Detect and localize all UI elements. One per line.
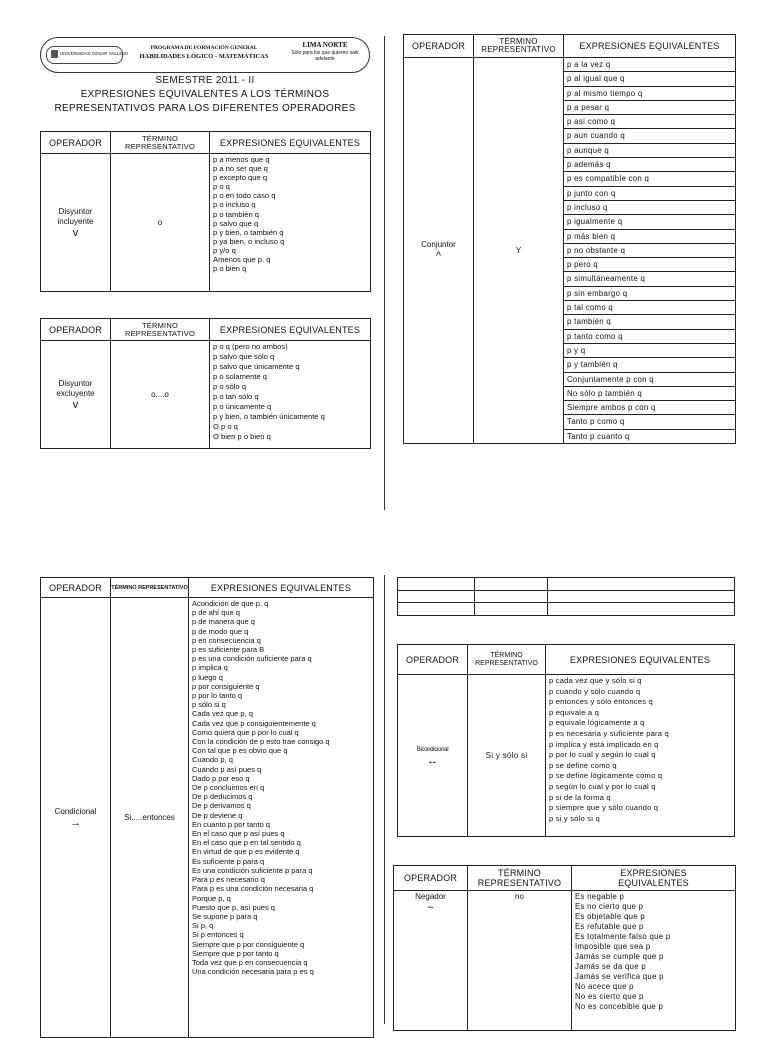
expression-item: p salvo que únicamente q [213, 362, 300, 371]
expression-item: p pero q [564, 258, 735, 272]
expression-item: p o tan sólo q [213, 392, 259, 401]
expression-item: Es una condición suficiente p para q [192, 865, 313, 875]
expression-item: p al igual que q [564, 72, 735, 86]
expression-item: p por lo tanto q [192, 691, 243, 701]
header-operador: OPERADOR [41, 578, 111, 598]
expression-item: p y q [564, 344, 735, 358]
expression-item: p implica y está implicado en q [549, 739, 659, 749]
empty-cell [548, 603, 735, 616]
header-termino: TÉRMINO REPRESENTATIVO [111, 578, 189, 598]
expression-item: Como quiera que p por lo cual q [192, 727, 299, 737]
expression-item: p aunque q [564, 144, 735, 158]
expression-item: p incluso q [564, 201, 735, 215]
expression-item: p luego q [192, 672, 223, 682]
expression-item: p siempre que y sólo cuando q [549, 803, 659, 813]
header-operador: OPERADOR [404, 35, 474, 58]
expression-item: p entonces y sólo entonces q [549, 697, 653, 707]
symbol-implies: → [70, 816, 81, 829]
operator-cell [394, 891, 468, 1031]
header-termino: TÉRMINO REPRESENTATIVO [474, 35, 564, 58]
term-cell: Si.....entonces [111, 598, 189, 1038]
expression-item: p es necesaria y suficiente para q [549, 728, 669, 738]
header-operador: OPERADOR [394, 866, 468, 891]
term-cell: o [111, 154, 210, 292]
expression-item: Si p entonces q [192, 930, 244, 940]
operator-name: Bicondicional [416, 747, 449, 753]
expression-item: p igualmente q [564, 215, 735, 229]
symbol-xor: v [72, 398, 79, 411]
expression-item: No es concebible que p [575, 1002, 664, 1011]
expression-item: p en consecuencia q [192, 635, 261, 645]
expression-item: p o únicamente q [213, 402, 272, 411]
term-cell: Si y sólo si [468, 675, 546, 837]
expression-item: p o en todo caso q [213, 191, 276, 201]
empty-cell [398, 591, 475, 603]
expression-item: p o q (pero no ambos) [213, 342, 288, 351]
expression-item: p es compatible con q [564, 172, 735, 186]
expression-item: De p deducimos q [192, 792, 253, 802]
expression-item: O p o q [213, 422, 238, 431]
expression-item: Siempre que p por consiguiente q [192, 939, 305, 949]
header-expresiones: EXPRESIONES EQUIVALENTES [546, 645, 735, 675]
expression-item: p equivale lógicamente a q [549, 718, 645, 728]
expression-item: Siempre que p por tanto q [192, 948, 279, 958]
term-cell: Y [474, 58, 564, 444]
expression-item: p o bien q [213, 264, 247, 274]
header-expresiones: EXPRESIONES EQUIVALENTES [564, 35, 736, 58]
expression-item: p equivale a q [549, 707, 600, 717]
expression-item: p implica q [192, 663, 228, 673]
empty-cell [475, 603, 548, 616]
expression-item: Conjuntamente p con q [564, 373, 735, 387]
expression-item: Acondición de que p, q [192, 599, 269, 608]
expression-item: Una condición necesaria para p es q [192, 967, 314, 977]
expression-item: Amenos que p, q [213, 255, 271, 265]
table-bicondicional [397, 644, 735, 837]
expression-item: Siempre ambos p con q [564, 401, 735, 415]
operator-name: Disyuntor incluyente [57, 206, 94, 226]
university-logo [46, 46, 129, 64]
campus-name: LIMA NORTE [302, 41, 348, 49]
symbol-iff: ↔ [427, 755, 438, 767]
expression-item: Cuando p, q [192, 755, 233, 765]
campus-motto: Sólo para los que quieren salir adelante [291, 50, 359, 62]
expression-item: p así como q [564, 115, 735, 129]
header-expresiones: EXPRESIONES EQUIVALENTES [572, 866, 736, 891]
expression-item: p tanto como q [564, 330, 735, 344]
expression-item: Cada vez que p consiguientemente q [192, 718, 316, 728]
expression-item: p simultáneamente q [564, 272, 735, 286]
expression-item: p o solamente q [213, 372, 268, 381]
header-termino: TÉRMINO REPRESENTATIVO [468, 645, 546, 675]
operator-cell [41, 341, 111, 449]
expression-item: p si y sólo si q [549, 813, 600, 823]
expression-item: p o sólo q [213, 382, 246, 391]
expressions-cell [210, 154, 371, 292]
page-divider-bottom [384, 575, 385, 1024]
empty-cell [548, 578, 735, 591]
semester-label: SEMESTRE 2011 - II [155, 75, 255, 86]
expression-item: p por consiguiente q [192, 681, 260, 691]
operator-cell [41, 154, 111, 292]
expression-item: Jamás se verifica que p [575, 972, 664, 981]
header-expresiones: EXPRESIONES EQUIVALENTES [189, 578, 374, 598]
empty-cell [548, 591, 735, 603]
header-termino: TÉRMINO REPRESENTATIVO [111, 132, 210, 154]
expression-item: Para p es necesario q [192, 875, 265, 885]
expression-item: p junto con q [564, 187, 735, 201]
symbol-not: ~ [427, 902, 434, 914]
operator-name: Conjuntor [421, 239, 456, 249]
expression-item: Cuando p así pues q [192, 764, 262, 774]
table-negador [393, 865, 736, 1031]
expression-item: p aun cuando q [564, 129, 735, 143]
table-conjuntor [403, 34, 736, 444]
expression-item: En cuanto p por tanto q [192, 819, 270, 829]
expression-item: Tanto p cuanto q [567, 431, 630, 441]
expression-item: Si p, q [192, 921, 214, 931]
header-expresiones: EXPRESIONES EQUIVALENTES [210, 319, 371, 341]
expression-item: p se define como q [549, 760, 617, 770]
empty-cell [398, 578, 475, 591]
doc-title-line2: REPRESENTATIVOS PARA LOS DIFERENTES OPERADORES [54, 103, 356, 114]
expression-item: p cada vez que y sólo si q [549, 676, 642, 685]
expression-item: p salvo que sólo q [213, 352, 275, 361]
expression-item: p y bien, o también q [213, 227, 284, 237]
expression-item: Jamás se da que p [575, 962, 646, 971]
expression-item: De p deviene q [192, 810, 243, 820]
expression-item: p al mismo tiempo q [564, 87, 735, 101]
expression-item: Tanto p como q [564, 415, 735, 429]
doc-title-line1: EXPRESIONES EQUIVALENTES A LOS TÉRMINOS [80, 89, 330, 100]
program-line1: PROGRAMA DE FORMACIÓN GENERAL [150, 45, 258, 51]
expression-item: p también q [564, 315, 735, 329]
expression-item: p a no ser que q [213, 164, 268, 174]
expression-item: Puesto que p, así pues q [192, 902, 275, 912]
symbol-and: ^ [435, 249, 442, 262]
expression-item: De p derivamos q [192, 801, 251, 811]
page-divider-top [384, 36, 385, 510]
expression-item: Porque p, q [192, 893, 231, 903]
expression-item: Imposible que sea p [575, 942, 651, 951]
expression-item: p y bien, o también únicamente q [213, 412, 325, 421]
expression-item: De p concluimos en q [192, 783, 265, 793]
table-disyuntor-incluyente [40, 131, 371, 292]
expressions-cell [546, 675, 735, 837]
operator-cell [398, 675, 468, 837]
expression-item: Jamás se cumple que p [575, 952, 664, 961]
expression-item: No es cierto que p [575, 992, 644, 1001]
expression-item: Con la condición de p esto trae consigo q [192, 737, 330, 747]
expression-item: Se supone p para q [192, 911, 258, 921]
expression-item: p y también q [564, 358, 735, 372]
expression-item: p o incluso q [213, 200, 256, 210]
program-line2: HABILIDADES LÓGICO - MATEMÁTICAS [139, 53, 269, 60]
header-termino: TÉRMINO REPRESENTATIVO [111, 319, 210, 341]
term-cell: no [468, 891, 572, 1031]
operator-cell [41, 598, 111, 1038]
expression-item: p o q [213, 182, 230, 192]
logo-text: UNIVERSIDAD CÉSAR VALLEJO [60, 51, 129, 56]
expression-item: p sólo si q [192, 700, 226, 710]
header-expresiones: EXPRESIONES EQUIVALENTES [210, 132, 371, 154]
operator-name: Negador [415, 892, 446, 901]
expression-item: p por lo cual y según lo cual q [549, 750, 656, 760]
expression-item: p a la vez q [564, 58, 735, 72]
expression-item: p cuando y sólo cuando q [549, 686, 641, 696]
shield-icon [51, 50, 58, 58]
empty-grid [397, 577, 735, 616]
symbol-or: v [72, 226, 79, 239]
expression-item: Toda vez que p en consecuencia q [192, 957, 308, 967]
header-termino: TÉRMINO REPRESENTATIVO [468, 866, 572, 891]
header-banner [40, 37, 370, 73]
expression-item: p y/o q [213, 245, 236, 255]
expression-item: Es refutable que p [575, 922, 644, 931]
expression-item: p o también q [213, 209, 260, 219]
expression-item: Es negable p [575, 892, 625, 901]
expression-item: p a pesar q [564, 101, 735, 115]
term-cell: o....o [111, 341, 210, 449]
expression-item: p excepto que q [213, 173, 268, 183]
operator-name: Condicional [54, 806, 97, 816]
expressions-cell [210, 341, 371, 449]
expression-item: p según lo cual y por lo cual q [549, 781, 656, 791]
operator-cell [404, 58, 474, 444]
empty-cell [475, 578, 548, 591]
header-operador: OPERADOR [398, 645, 468, 675]
expression-item: No sólo p también q [564, 387, 735, 401]
operator-name: Disyuntor excluyente [56, 378, 95, 398]
expression-item: p se define lógicamente como q [549, 771, 663, 781]
expression-item: p a menos que q [213, 155, 270, 164]
expression-item: Es totalmente falso que p [575, 932, 671, 941]
expression-item: Es objetable que p [575, 912, 645, 921]
expression-item: p es suficiente para B [192, 645, 265, 655]
expressions-cell [189, 598, 374, 1038]
empty-cell [475, 591, 548, 603]
expression-item: Es suficiente p para q [192, 856, 265, 866]
expression-item: p de modo que q [192, 626, 249, 636]
expression-item: O bien p o bien q [213, 432, 271, 441]
expression-item: p de ahí que q [192, 608, 240, 618]
expression-item: Dado p por eso q [192, 773, 250, 783]
expression-item: Cada vez que p, q [192, 709, 253, 719]
expression-item: p no obstante q [564, 244, 735, 258]
expressions-cell [572, 891, 736, 1031]
expression-item: p si de la forma q [549, 792, 611, 802]
expression-item: En virtud de que p es evidente q [192, 847, 300, 857]
expression-item: p es una condición suficiente para q [192, 654, 312, 664]
expression-item: p tal como q [564, 301, 735, 315]
expression-item: p de manera que q [192, 617, 255, 627]
expressions-cell [564, 58, 736, 444]
expression-item: p sin embargo q [564, 287, 735, 301]
expression-item: Con tal que p es obvio que q [192, 746, 288, 756]
expression-item: p además q [564, 158, 735, 172]
table-disyuntor-excluyente [40, 318, 371, 449]
header-operador: OPERADOR [41, 132, 111, 154]
table-condicional [40, 577, 374, 1038]
expression-item: Es no cierto que p [575, 902, 644, 911]
expression-item: Para p es una condición necesaria q [192, 884, 314, 894]
empty-cell [398, 603, 475, 616]
expression-item: p salvo que q [213, 218, 259, 228]
expression-item: p ya bien, o incluso q [213, 236, 285, 246]
expression-item: En el caso que p así pues q [192, 829, 285, 839]
expression-item: En el caso que p en tal sentido q [192, 838, 301, 848]
header-operador: OPERADOR [41, 319, 111, 341]
expression-item: p más bien q [564, 230, 735, 244]
expression-item: No acece que p [575, 982, 634, 991]
